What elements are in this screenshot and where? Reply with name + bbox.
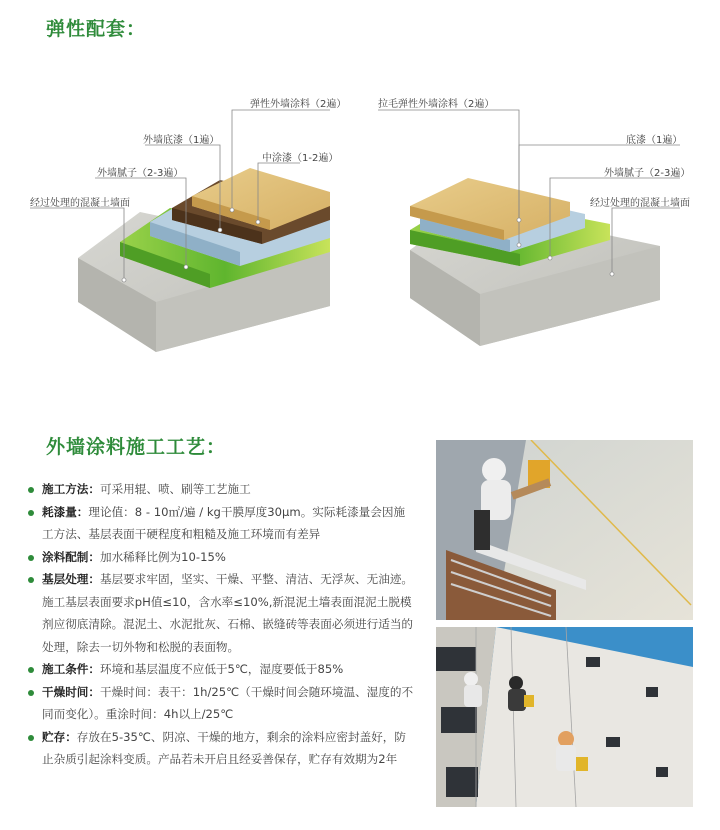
label-midcoat: 中涂漆（1-2遍） xyxy=(262,153,339,164)
coating-layers-diagram xyxy=(0,80,720,370)
label-concrete: 经过处理的混凝土墙面 xyxy=(30,198,130,209)
list-item: 基层处理：基层要求牢固，坚实、干燥、平整、清洁、无浮灰、无油迹。施工基层表面要求pH值≤10，含水率≤10%,新混泥土墙表面混泥土脱模剂应彻底清除。混泥土、水泥批灰、石棉、嵌缝砖等表面必须进行适当的处理，除去一切外物和松脱的表面物。 xyxy=(28,568,416,658)
list-item: 施工条件：环境和基层温度不应低于5℃，湿度要低于85% xyxy=(28,658,416,681)
label-primer: 外墙底漆（1遍） xyxy=(143,135,220,146)
label-elastic-topcoat: 弹性外墙涂料（2遍） xyxy=(250,99,347,110)
process-spec-list xyxy=(28,478,416,771)
photo-worker-painting-wall xyxy=(436,440,693,620)
list-item: 耗漆量：理论值：8 - 10㎡/遍 / kg干膜厚度30μm。实际耗漆量会因施工方法、基层表面干硬程度和粗糙及施工环境而有差异 xyxy=(28,501,416,546)
label-primer-right: 底漆（1遍） xyxy=(626,135,683,146)
label-putty: 外墙腻子（2-3遍） xyxy=(97,168,184,179)
photo-workers-on-ropes xyxy=(436,627,693,807)
list-item: 干燥时间：干燥时间：表干：1h/25℃（干燥时间会随环境温、湿度的不同而变化）。重涂时间：4h以上/25℃ xyxy=(28,681,416,726)
label-putty-right: 外墙腻子（2-3遍） xyxy=(604,168,691,179)
section-title-system: 弹性配套： xyxy=(46,18,147,40)
list-item: 涂料配制：加水稀释比例为10-15% xyxy=(28,546,416,569)
section-title-process: 外墙涂料施工工艺： xyxy=(46,436,227,458)
list-item: 贮存：存放在5-35℃、阴凉、干燥的地方，剩余的涂料应密封盖好，防止杂质引起涂料变质。产品若未开启且经妥善保存，贮存有效期为2年 xyxy=(28,726,416,771)
label-concrete-right: 经过处理的混凝土墙面 xyxy=(590,198,690,209)
list-item: 施工方法：可采用辊、喷、刷等工艺施工 xyxy=(28,478,416,501)
label-textured-topcoat: 拉毛弹性外墙涂料（2遍） xyxy=(378,99,495,110)
diagram-left xyxy=(30,110,330,352)
